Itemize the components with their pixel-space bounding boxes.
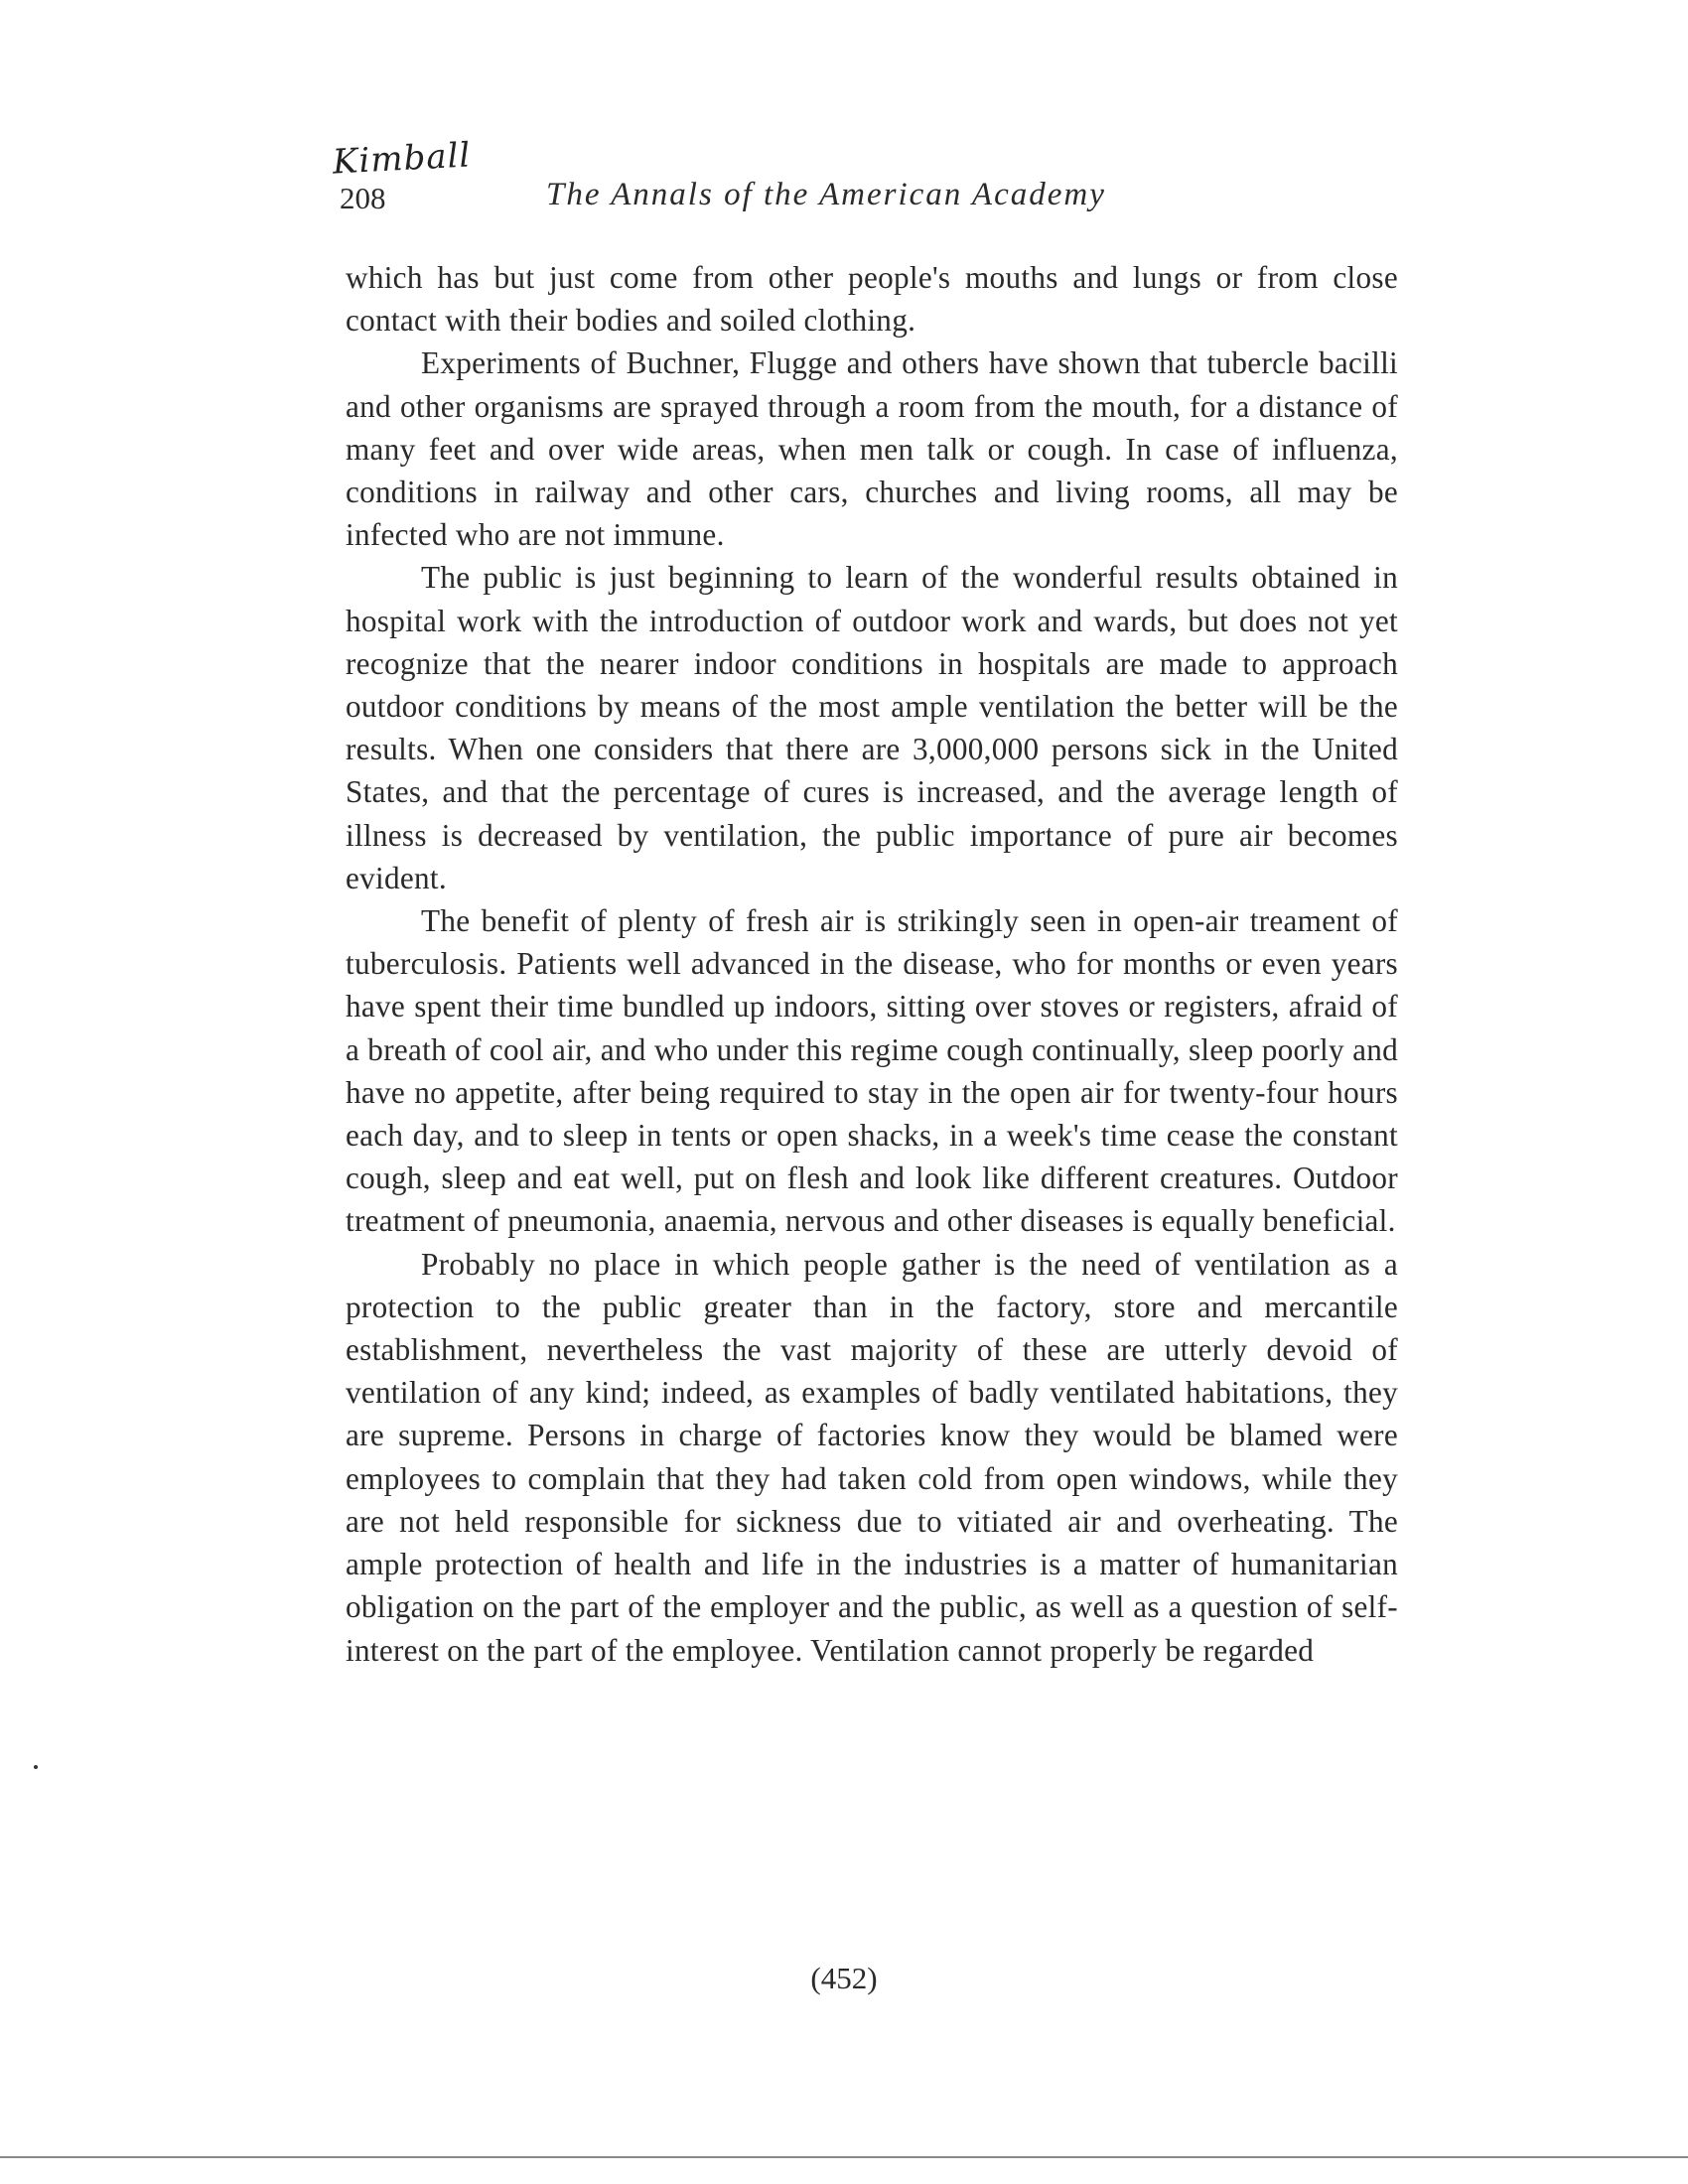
paragraph-5: Probably no place in which people gather is the need of ventilation as a protection to the public greater than in the factory, store and mercantile establishment, nevertheless the vast majority of these are utterly devoid of ventilation of any kind; indeed, as examples of badly ventilated habitations, they are supreme. Persons in charge of factories know they would be blamed were employees to complain that they had taken cold from open windows, while they are not held responsible for sickness due to vitiated air and overheating. The ample protection of health and life in the industries is a matter of humanitarian obligation on the part of the employer and the public, as well as a question of self-interest on the part of the employee. Ventilation cannot properly be regarded <box>346 1246 1398 1668</box>
body-text <box>346 256 1398 1672</box>
paragraph-4: The benefit of plenty of fresh air is strikingly seen in open-air treament of tuberculosis. Patients well advanced in the disease, who for months or even years have spent their time bundled up indoors, sitting over stoves or registers, afraid of a breath of cool air, and who under this regime cough continually, sleep poorly and have no appetite, after being required to stay in the open air for twenty-four hours each day, and to sleep in tents or open shacks, in a week's time cease the constant cough, sleep and eat well, put on flesh and look like different creatures. Outdoor treatment of pneumonia, anaemia, nervous and other diseases is equally beneficial. <box>346 903 1398 1239</box>
paragraph-3: The public is just beginning to learn of the wonderful results obtained in hospital work with the introduction of outdoor work and wards, but does not yet recognize that the nearer indoor conditions in hospitals are made to approach outdoor conditions by means of the most ample ventilation the better will be the results. When one considers that there are 3,000,000 persons sick in the United States, and that the percentage of cures is increased, and the average length of illness is decreased by ventilation, the public importance of pure air becomes evident. <box>346 560 1398 895</box>
scan-speck <box>34 1765 38 1769</box>
scan-edge-line <box>0 2156 1688 2158</box>
handwritten-annotation: Kimball <box>332 135 473 183</box>
folio-number: (452) <box>810 1961 878 1995</box>
paragraph-2: Experiments of Buchner, Flugge and others have shown that tubercle bacilli and other organisms are sprayed through a room from the mouth, for a distance of many feet and over wide areas, when men talk or cough. In case of influenza, conditions in railway and other cars, churches and living rooms, all may be infected who are not immune. <box>346 345 1398 553</box>
running-head: The Annals of the American Academy <box>546 177 1106 212</box>
page-number: 208 <box>340 181 386 215</box>
paragraph-1: which has but just come from other people's mouths and lungs or from close contact with their bodies and soiled clothing. <box>346 260 1398 339</box>
